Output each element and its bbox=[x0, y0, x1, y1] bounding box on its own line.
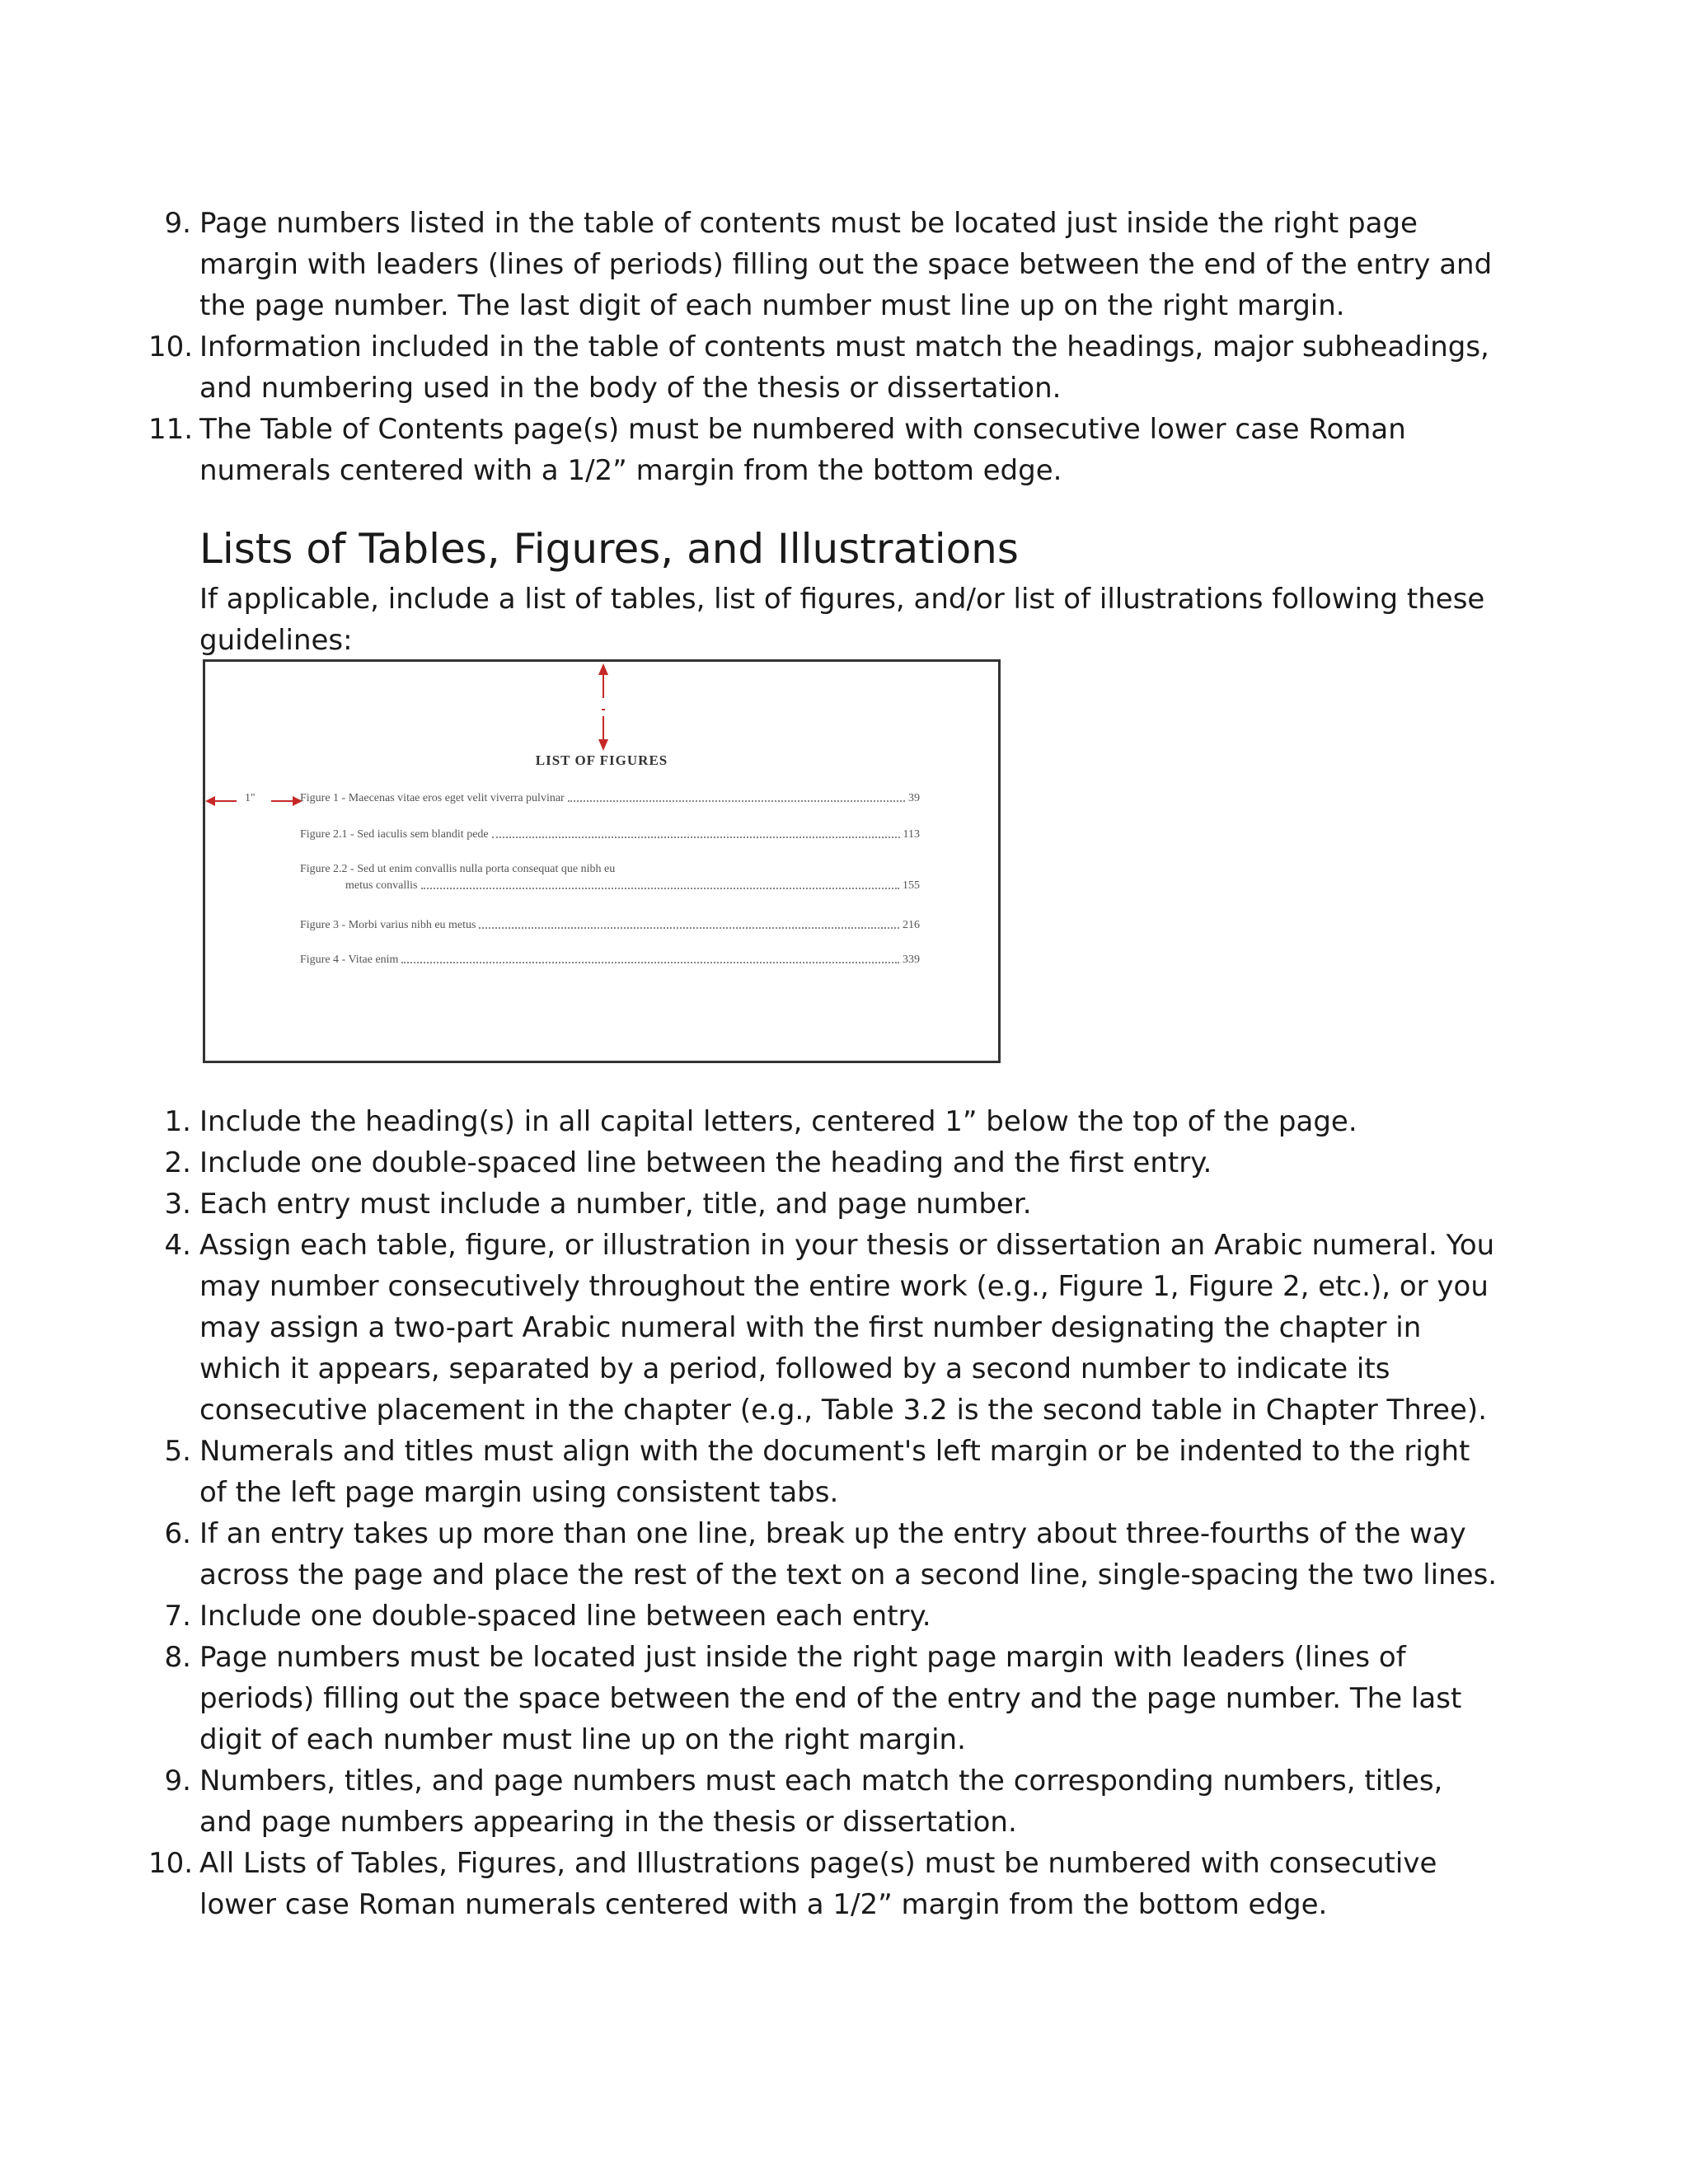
item-number: 10. bbox=[148, 330, 194, 363]
item-number: 8. bbox=[164, 1641, 191, 1674]
leader-dots bbox=[421, 888, 900, 889]
toc-guidelines-list bbox=[148, 203, 1500, 491]
item-number: 11. bbox=[148, 413, 194, 446]
list-item bbox=[148, 326, 1500, 409]
item-number: 6. bbox=[164, 1517, 191, 1550]
top-margin-arrow-icon bbox=[598, 662, 609, 752]
item-number: 1. bbox=[164, 1105, 191, 1138]
item-text: Include one double-spaced line between each entry. bbox=[199, 1600, 931, 1633]
margin-label: 1" bbox=[245, 792, 256, 804]
list-item bbox=[148, 1843, 1500, 1925]
list-item bbox=[148, 1760, 1500, 1843]
leader-dots bbox=[492, 837, 900, 838]
item-text: Numerals and titles must align with the document's left margin or be indented to the right of the left page margin using consistent tabs. bbox=[199, 1435, 1470, 1509]
item-text: Include one double-spaced line between the heading and the first entry. bbox=[199, 1146, 1212, 1179]
item-text: Page numbers listed in the table of contents must be located just inside the right page margin with leaders (lines of periods) filling out the space between the end of the entry and the page number. The last digit of each number must line up on the right margin. bbox=[199, 207, 1493, 322]
list-item bbox=[148, 1183, 1500, 1225]
list-item bbox=[148, 1225, 1500, 1431]
item-text: Numbers, titles, and page numbers must each match the corresponding numbers, titles, and page numbers appearing in the thesis or dissertation. bbox=[199, 1765, 1443, 1839]
list-item bbox=[148, 1101, 1500, 1142]
item-number: 9. bbox=[164, 1765, 191, 1797]
figure-entry: Figure 1 - Maecenas vitae eros eget velit viverra pulvinar 39 bbox=[300, 792, 920, 804]
leader-dots bbox=[401, 962, 899, 963]
section-intro: If applicable, include a list of tables, list of figures, and/or list of illustrations following these guidelines: bbox=[199, 583, 1485, 657]
item-text: Each entry must include a number, title, and page number. bbox=[199, 1188, 1032, 1221]
list-guidelines bbox=[148, 1101, 1500, 1925]
item-text: If an entry takes up more than one line, break up the entry about three-fourths of the way across the page and place the rest of the text on a second line, single-spacing the two lines. bbox=[199, 1517, 1498, 1591]
item-number: 2. bbox=[164, 1146, 191, 1179]
item-text: Page numbers must be located just inside the right page margin with leaders (lines of periods) filling out the space between the end of the entry and the page number. The last digit of each number must line up on the right margin. bbox=[199, 1641, 1462, 1756]
list-of-figures-example-image bbox=[203, 659, 1001, 1063]
leader-dots bbox=[568, 800, 905, 802]
list-item bbox=[148, 1596, 1500, 1637]
figure-list-title: LIST OF FIGURES bbox=[535, 752, 668, 768]
item-number: 5. bbox=[164, 1435, 191, 1468]
list-item bbox=[148, 1513, 1500, 1596]
figure-entry-continued: metus convallis 155 bbox=[345, 879, 920, 892]
list-item bbox=[148, 1637, 1500, 1760]
item-number: 3. bbox=[164, 1188, 191, 1221]
item-number: 9. bbox=[164, 207, 191, 240]
list-item bbox=[148, 203, 1500, 326]
item-number: 10. bbox=[148, 1847, 194, 1880]
figure-entry: Figure 2.2 - Sed ut enim convallis nulla porta consequat que nibh eu bbox=[300, 863, 616, 875]
list-item bbox=[148, 1431, 1500, 1513]
figure-entry: Figure 3 - Morbi varius nibh eu metus 216 bbox=[300, 919, 920, 931]
figure-entry: Figure 2.1 - Sed iaculis sem blandit pede 113 bbox=[300, 828, 920, 841]
item-text: Include the heading(s) in all capital letters, centered 1” below the top of the page. bbox=[199, 1105, 1357, 1138]
item-number: 7. bbox=[164, 1600, 191, 1633]
item-text: All Lists of Tables, Figures, and Illustrations page(s) must be numbered with consecutive lower case Roman numerals centered with a 1/2” margin from the bottom edge. bbox=[199, 1847, 1437, 1921]
figure-entry: Figure 4 - Vitae enim 339 bbox=[300, 954, 920, 966]
item-number: 4. bbox=[164, 1229, 191, 1262]
item-text: The Table of Contents page(s) must be numbered with consecutive lower case Roman numerals centered with a 1/2” margin from the bottom edge. bbox=[199, 413, 1406, 487]
leader-dots bbox=[479, 927, 899, 929]
section-heading: Lists of Tables, Figures, and Illustrations bbox=[199, 525, 1019, 573]
item-text: Assign each table, figure, or illustration in your thesis or dissertation an Arabic numeral. You may number consecutively throughout the entire work (e.g., Figure 1, Figure 2, etc.), or you may assign a two-part Arabic numeral with the first number designating the chapter in which it appears, separated by a period, followed by a second number to indicate its consecutive placement in the chapter (e.g., Table 3.2 is the second table in Chapter Three). bbox=[199, 1229, 1495, 1427]
list-item bbox=[148, 409, 1500, 491]
list-item bbox=[148, 1142, 1500, 1183]
item-text: Information included in the table of contents must match the headings, major subheadings, and numbering used in the body of the thesis or dissertation. bbox=[199, 330, 1489, 405]
